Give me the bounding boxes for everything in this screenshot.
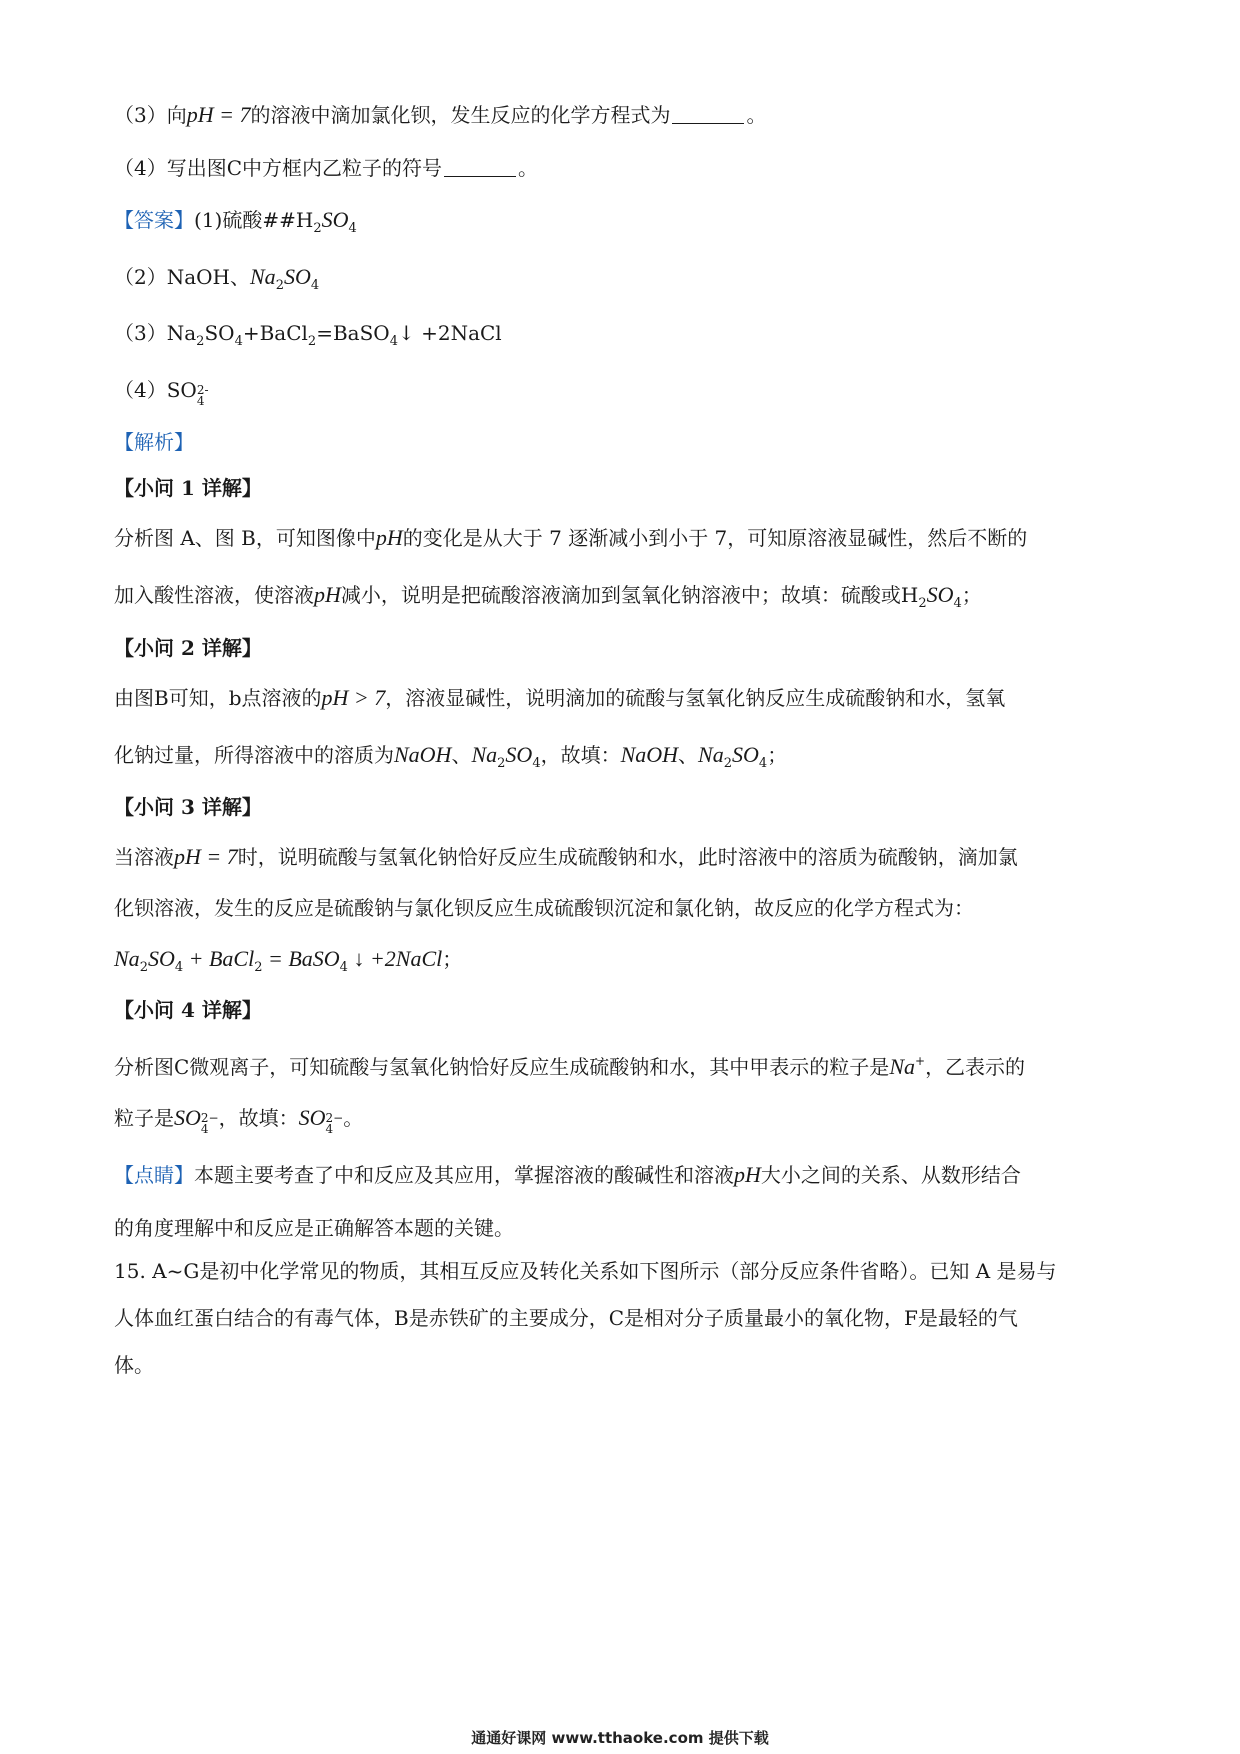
footer-watermark: 通通好课网 www.tthaoke.com 提供下载 [471,1729,769,1747]
subquestion-2-line-2: 化钠过量，所得溶液中的溶质为NaOH、$Na_2SO_4$，故填：NaOH、$Na_2SO_4$； [114,742,788,771]
comment-tag: 【点睛】 [114,1163,194,1187]
answer-blank [672,103,744,124]
question-15-line-2: 人体血红蛋白结合的有毒气体，B是赤铁矿的主要成分，C是相对分子质量最小的氧化物，F是最轻的气 [114,1306,1018,1330]
comment-line-2: 的角度理解中和反应是正确解答本题的关键。 [114,1216,514,1240]
answer-1: 【答案】(1)硫酸$\#\#H_2SO_4$ [114,207,357,236]
subquestion-2-title: 【小问 2 详解】 [114,636,262,660]
subquestion-3-line-2: 化钡溶液，发生的反应是硫酸钠与氯化钡反应生成硫酸钡沉淀和氯化钠，故反应的化学方程式为： [114,896,974,920]
subquestion-3-title: 【小问 3 详解】 [114,795,262,819]
question-3: （3）向pH = 7的溶液中滴加氯化钡，发生反应的化学方程式为 。 [114,102,767,127]
subquestion-1-line-1: 分析图 A、图 B，可知图像中pH的变化是从大于 7 逐渐减小到小于 7，可知原溶液显碱性，然后不断的 [114,525,1028,550]
answer-tag: 【答案】 [114,208,194,232]
subquestion-3-line-1: 当溶液pH = 7时，说明硫酸与氢氧化钠恰好反应生成硫酸钠和水，此时溶液中的溶质为硫酸钠，滴加氯 [114,844,1018,869]
subquestion-4-line-2: 粒子是SO 2− 4 ，故填：SO 2− 4 。 [114,1105,364,1136]
question-15-line-3: 体。 [114,1353,154,1377]
subquestion-3-equation: $Na_2SO_4$ + BaCl$_2$ = BaSO$_4$ ↓ +2NaCl； [114,946,463,975]
subquestion-1-line-2: 加入酸性溶液，使溶液pH减小，说明是把硫酸溶液滴加到氢氧化钠溶液中；故填：硫酸或$H_2SO_4$； [114,582,982,611]
question-15-line-1: 15. A~G是初中化学常见的物质，其相互反应及转化关系如下图所示（部分反应条件省略）。已知 A 是易与 [114,1259,1057,1283]
question-4: （4）写出图C中方框内乙粒子的符号 。 [114,156,539,180]
comment-line-1: 【点睛】本题主要考查了中和反应及其应用，掌握溶液的酸碱性和溶液pH大小之间的关系、从数形结合 [114,1162,1021,1187]
subquestion-4-line-1: 分析图C微观离子，可知硫酸与氢氧化钠恰好反应生成硫酸钠和水，其中甲表示的粒子是Na+，乙表示的 [114,1054,1026,1079]
answer-4: （4）SO 2- 4 [114,378,209,408]
answer-3: $(3)Na_2SO_4+BaCl_2=BaSO_4↓$ +2NaCl [114,321,502,349]
analysis-tag: 【解析】 [114,430,194,454]
answer-2: （2）NaOH、$Na_2SO_4$ [114,264,320,293]
subquestion-4-title: 【小问 4 详解】 [114,998,262,1022]
subquestion-2-line-1: 由图B可知，b点溶液的pH > 7，溶液显碱性，说明滴加的硫酸与氢氧化钠反应生成硫酸钠和水，氢氧 [114,685,1006,710]
subquestion-1-title: 【小问 1 详解】 [114,476,262,500]
answer-blank [444,156,516,177]
